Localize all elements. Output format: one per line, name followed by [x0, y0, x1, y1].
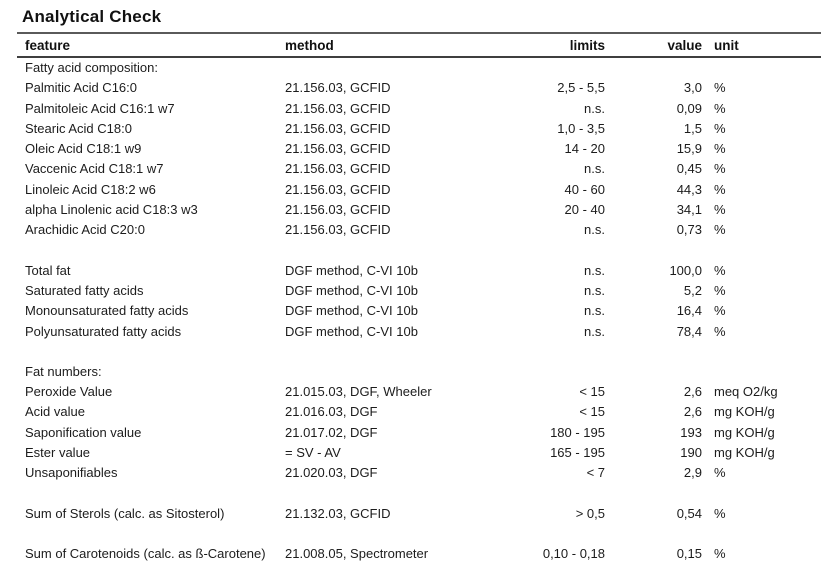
- cell-value: 16,4: [676, 303, 702, 319]
- cell-value: 100,0: [669, 262, 702, 278]
- cell-unit: %: [714, 545, 726, 561]
- cell-limits: n.s.: [584, 222, 605, 238]
- cell-method: 21.132.03, GCFID: [285, 505, 391, 521]
- cell-limits: 20 - 40: [564, 202, 605, 218]
- cell-method: 21.156.03, GCFID: [285, 120, 391, 136]
- cell-feature: Linoleic Acid C18:2 w6: [25, 181, 156, 197]
- spacer-cell: [17, 484, 821, 504]
- cell-unit: %: [714, 120, 726, 136]
- cell-unit: %: [714, 141, 726, 157]
- section-row: [17, 57, 821, 78]
- spacer-row: [17, 524, 821, 544]
- table-row: [17, 443, 821, 463]
- cell-feature: Acid value: [25, 404, 85, 420]
- cell-feature: Unsaponifiables: [25, 465, 118, 481]
- cell-unit: %: [714, 262, 726, 278]
- cell-unit: mg KOH/g: [714, 445, 775, 461]
- cell-feature: Oleic Acid C18:1 w9: [25, 141, 142, 157]
- cell-method: 21.156.03, GCFID: [285, 181, 391, 197]
- table-row: [17, 261, 821, 281]
- header-unit: unit: [702, 33, 821, 57]
- cell-limits: n.s.: [584, 323, 605, 339]
- cell-limits: 14 - 20: [564, 141, 605, 157]
- table-header: [17, 33, 821, 57]
- table-row: [17, 200, 821, 220]
- cell-value: 5,2: [683, 282, 702, 298]
- cell-feature: Monounsaturated fatty acids: [25, 303, 189, 319]
- cell-unit: [702, 362, 821, 382]
- cell-limits: [510, 362, 605, 382]
- table-row: [17, 322, 821, 342]
- page-title: Analytical Check: [22, 7, 162, 26]
- cell-unit: %: [714, 222, 726, 238]
- cell-unit: %: [714, 303, 726, 319]
- cell-value: 34,1: [676, 202, 702, 218]
- analytical-table: [17, 32, 821, 564]
- cell-method: 21.156.03, GCFID: [285, 100, 391, 116]
- cell-method: 21.008.05, Spectrometer: [285, 545, 429, 561]
- cell-value: 1,5: [683, 120, 702, 136]
- cell-value: [605, 57, 702, 78]
- cell-value: 0,54: [676, 505, 702, 521]
- cell-feature: Arachidic Acid C20:0: [25, 222, 145, 238]
- cell-method: [285, 57, 510, 78]
- cell-feature: Saturated fatty acids: [25, 282, 144, 298]
- cell-method: 21.156.03, GCFID: [285, 161, 391, 177]
- table-row: [17, 119, 821, 139]
- header-value: value: [605, 33, 702, 57]
- cell-limits: n.s.: [584, 161, 605, 177]
- table-row: [17, 139, 821, 159]
- table-row: [17, 402, 821, 422]
- cell-limits: n.s.: [584, 303, 605, 319]
- cell-value: 78,4: [676, 323, 702, 339]
- table-row: [17, 301, 821, 321]
- cell-value: 2,6: [683, 384, 702, 400]
- cell-method: 21.156.03, GCFID: [285, 202, 391, 218]
- cell-unit: %: [714, 465, 726, 481]
- table-row: [17, 78, 821, 98]
- cell-method: 21.156.03, GCFID: [285, 222, 391, 238]
- cell-value: [605, 362, 702, 382]
- cell-unit: %: [714, 202, 726, 218]
- cell-value: 0,09: [676, 100, 702, 116]
- cell-unit: %: [714, 80, 726, 96]
- table-row: [17, 504, 821, 524]
- cell-limits: 0,10 - 0,18: [542, 545, 605, 561]
- cell-method: DGF method, C-VI 10b: [285, 262, 418, 278]
- cell-value: 0,15: [676, 545, 702, 561]
- cell-value: 44,3: [676, 181, 702, 197]
- header-method: method: [285, 33, 510, 57]
- section-row: [17, 362, 821, 382]
- cell-value: 2,9: [683, 465, 702, 481]
- cell-limits: 2,5 - 5,5: [557, 80, 605, 96]
- header-row: [17, 33, 821, 57]
- header-feature: feature: [17, 33, 285, 57]
- table-body: [17, 57, 821, 564]
- cell-value: 0,73: [676, 222, 702, 238]
- cell-method: 21.017.02, DGF: [285, 424, 378, 440]
- table-row: [17, 220, 821, 240]
- cell-unit: mg KOH/g: [714, 424, 775, 440]
- table-row: [17, 99, 821, 119]
- cell-method: 21.156.03, GCFID: [285, 141, 391, 157]
- table-row: [17, 281, 821, 301]
- cell-value: 2,6: [683, 404, 702, 420]
- spacer-row: [17, 484, 821, 504]
- cell-method: 21.020.03, DGF: [285, 465, 378, 481]
- cell-limits: < 15: [579, 404, 605, 420]
- cell-method: 21.016.03, DGF: [285, 404, 378, 420]
- cell-value: 3,0: [683, 80, 702, 96]
- cell-limits: 1,0 - 3,5: [557, 120, 605, 136]
- cell-method: DGF method, C-VI 10b: [285, 323, 418, 339]
- cell-feature: Fat numbers:: [25, 363, 102, 379]
- header-limits: limits: [510, 33, 605, 57]
- cell-feature: Total fat: [25, 262, 71, 278]
- table-row: [17, 463, 821, 483]
- cell-limits: 165 - 195: [550, 445, 605, 461]
- cell-limits: [510, 57, 605, 78]
- cell-feature: Sum of Carotenoids (calc. as ß-Carotene): [25, 545, 266, 561]
- table-row: [17, 544, 821, 564]
- cell-method: [285, 362, 510, 382]
- cell-feature: Polyunsaturated fatty acids: [25, 323, 182, 339]
- cell-limits: 180 - 195: [550, 424, 605, 440]
- cell-value: 0,45: [676, 161, 702, 177]
- spacer-cell: [17, 241, 821, 261]
- cell-feature: Palmitic Acid C16:0: [25, 80, 137, 96]
- cell-unit: meq O2/kg: [714, 384, 778, 400]
- cell-unit: %: [714, 282, 726, 298]
- cell-limits: 40 - 60: [564, 181, 605, 197]
- cell-unit: %: [714, 100, 726, 116]
- cell-feature: Ester value: [25, 445, 91, 461]
- cell-limits: < 7: [586, 465, 605, 481]
- cell-unit: %: [714, 323, 726, 339]
- table-row: [17, 382, 821, 402]
- cell-method: DGF method, C-VI 10b: [285, 282, 418, 298]
- cell-feature: Stearic Acid C18:0: [25, 120, 132, 136]
- cell-method: DGF method, C-VI 10b: [285, 303, 418, 319]
- cell-unit: %: [714, 161, 726, 177]
- spacer-cell: [17, 342, 821, 362]
- cell-unit: mg KOH/g: [714, 404, 775, 420]
- cell-feature: Vaccenic Acid C18:1 w7: [25, 161, 164, 177]
- cell-unit: %: [714, 505, 726, 521]
- cell-feature: Saponification value: [25, 424, 142, 440]
- table-row: [17, 159, 821, 179]
- cell-feature: alpha Linolenic acid C18:3 w3: [25, 202, 198, 218]
- cell-unit: %: [714, 181, 726, 197]
- cell-method: 21.156.03, GCFID: [285, 80, 391, 96]
- cell-feature: Sum of Sterols (calc. as Sitosterol): [25, 505, 225, 521]
- cell-feature: Fatty acid composition:: [25, 60, 158, 75]
- cell-value: 190: [680, 445, 702, 461]
- spacer-cell: [17, 524, 821, 544]
- spacer-row: [17, 241, 821, 261]
- cell-limits: n.s.: [584, 262, 605, 278]
- cell-unit: [702, 57, 821, 78]
- cell-feature: Peroxide Value: [25, 384, 113, 400]
- cell-value: 193: [680, 424, 702, 440]
- table-row: [17, 423, 821, 443]
- cell-method: = SV - AV: [285, 445, 341, 461]
- cell-limits: n.s.: [584, 100, 605, 116]
- cell-limits: < 15: [579, 384, 605, 400]
- cell-method: 21.015.03, DGF, Wheeler: [285, 384, 432, 400]
- cell-feature: Palmitoleic Acid C16:1 w7: [25, 100, 175, 116]
- spacer-row: [17, 342, 821, 362]
- table-row: [17, 180, 821, 200]
- cell-value: 15,9: [676, 141, 702, 157]
- cell-limits: > 0,5: [575, 505, 605, 521]
- cell-limits: n.s.: [584, 282, 605, 298]
